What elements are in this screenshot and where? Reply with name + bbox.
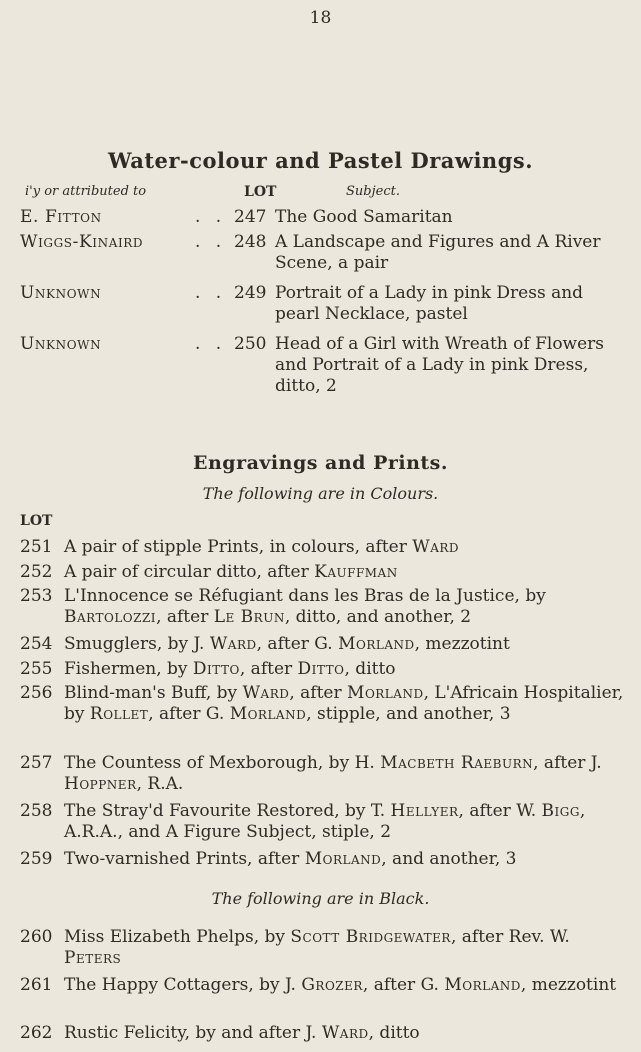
lot-number: 262 <box>20 1023 53 1043</box>
lot-description: A pair of stipple Prints, in colours, after Ward <box>64 537 460 557</box>
leader-dots: . . <box>195 207 227 227</box>
column-header-subject: Subject. <box>346 184 400 199</box>
lot-description: A pair of circular ditto, after Kauffman <box>64 562 398 582</box>
lot-number: 254 <box>20 634 53 654</box>
lot-description: Blind-man's Buff, by Ward, after Morland, L'Africain Hospitalier, by Rollet, after G. Morland, stipple, and another, 3 <box>64 683 624 724</box>
artist-name: E. Fitton <box>20 207 102 227</box>
lot-number: 249 <box>234 283 267 303</box>
subheading-colours: The following are in Colours. <box>202 484 439 503</box>
lot-description: The Happy Cottagers, by J. Grozer, after G. Morland, mezzotint <box>64 975 617 995</box>
lot-description: Miss Elizabeth Phelps, by Scott Bridgewater, after Rev. W. Peters <box>64 927 570 968</box>
lot-number: 258 <box>20 801 53 821</box>
artist-name: Wiggs-Kinaird <box>20 232 144 252</box>
artist-name: Unknown <box>20 334 102 354</box>
lot-number: 256 <box>20 683 53 703</box>
lot-number: 257 <box>20 753 53 773</box>
lot-description: Two-varnished Prints, after Morland, and another, 3 <box>64 849 517 869</box>
lot-subject: Head of a Girl with Wreath of Flowers and Portrait of a Lady in pink Dress, ditto, 2 <box>275 334 605 396</box>
lot-subject: A Landscape and Figures and A River Scene, a pair <box>275 232 601 273</box>
lot-subject: The Good Samaritan <box>275 207 453 227</box>
lot-number: 260 <box>20 927 53 947</box>
lot-number: 247 <box>234 207 267 227</box>
leader-dots: . . <box>195 334 227 354</box>
lot-description: The Stray'd Favourite Restored, by T. Hellyer, after W. Bigg, A.R.A., and A Figure Subject, stiple, 2 <box>64 801 586 842</box>
lot-subject: Portrait of a Lady in pink Dress and pearl Necklace, pastel <box>275 283 584 324</box>
lot-number: 253 <box>20 586 53 606</box>
lot-column-label: LOT <box>20 513 53 529</box>
leader-dots: . . <box>195 283 227 303</box>
lot-number: 251 <box>20 537 53 557</box>
lot-description: Fishermen, by Ditto, after Ditto, ditto <box>64 659 396 679</box>
lot-number: 255 <box>20 659 53 679</box>
lot-number: 252 <box>20 562 53 582</box>
lot-number: 248 <box>234 232 267 252</box>
section-heading-engravings: Engravings and Prints. <box>192 452 448 474</box>
leader-dots: . . <box>195 232 227 252</box>
lot-number: 250 <box>234 334 267 354</box>
artist-name: Unknown <box>20 283 102 303</box>
column-header-artist: i'y or attributed to <box>25 184 147 199</box>
lot-description: Smugglers, by J. Ward, after G. Morland, mezzotint <box>64 634 510 654</box>
lot-description: L'Innocence se Réfugiant dans les Bras de la Justice, by Bartolozzi, after Le Brun, ditto, and another, 2 <box>64 586 546 627</box>
lot-number: 261 <box>20 975 53 995</box>
lot-description: Rustic Felicity, by and after J. Ward, ditto <box>64 1023 420 1043</box>
column-header-lot: LOT <box>244 184 277 200</box>
lot-description: The Countess of Mexborough, by H. Macbeth Raeburn, after J. Hoppner, R.A. <box>64 753 602 794</box>
page-number: 18 <box>309 8 332 28</box>
section-heading-watercolour: Water-colour and Pastel Drawings. <box>107 148 534 173</box>
subheading-black: The following are in Black. <box>211 889 430 908</box>
lot-number: 259 <box>20 849 53 869</box>
